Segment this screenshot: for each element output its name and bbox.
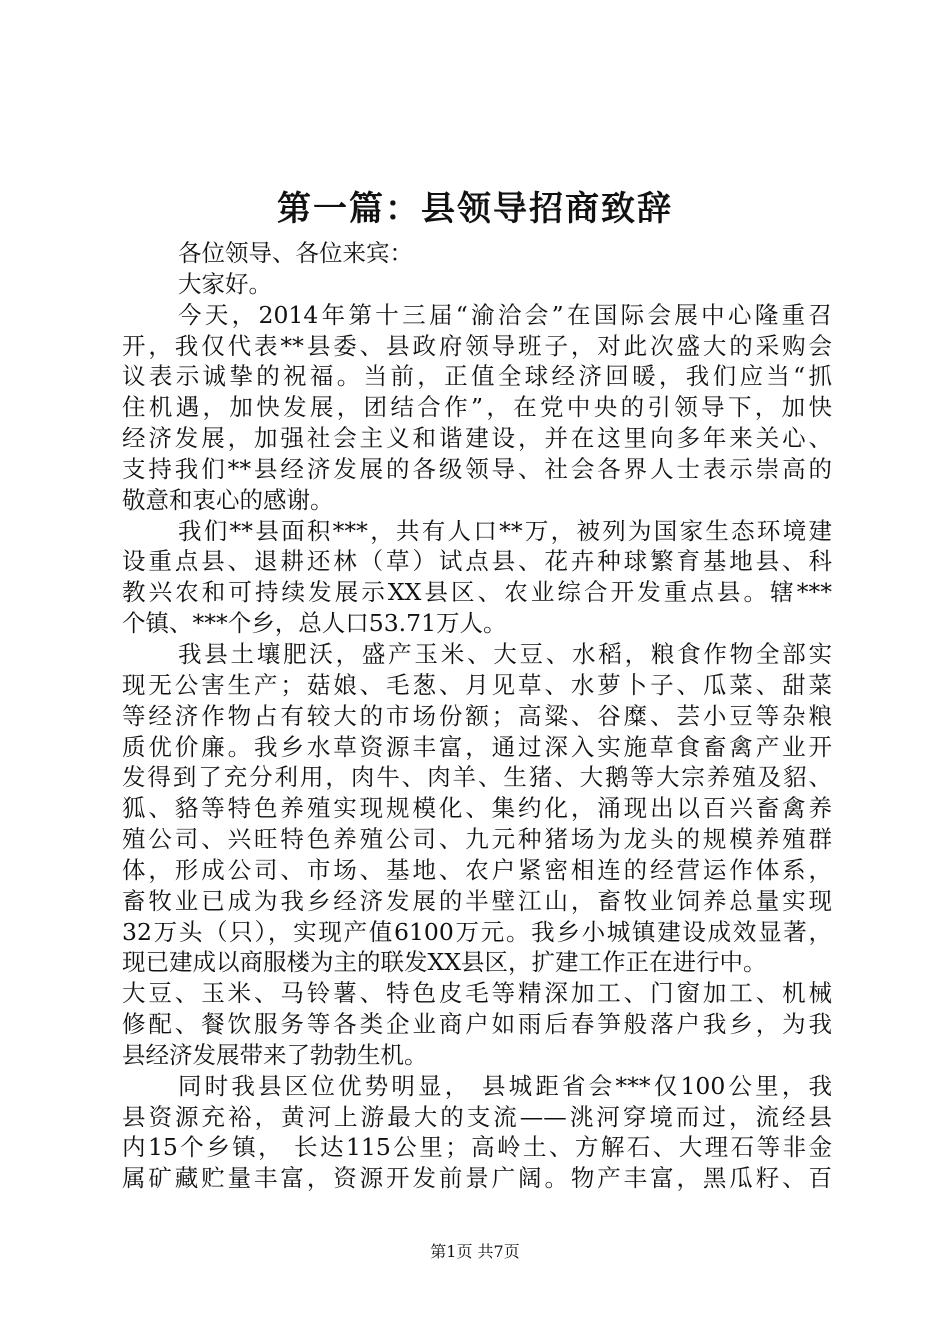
text-line: 教兴农和可持续发展示XX县区、农业综合开发重点县。辖*** (122, 578, 832, 607)
page-footer: 第1页 共7页 (430, 1242, 520, 1261)
text-line: 等经济作物占有较大的市场份额；高粱、谷糜、芸小豆等杂粮 (122, 701, 832, 730)
document-title: 第一篇：县领导招商致辞 (277, 189, 673, 229)
text-line: 内15个乡镇， 长达115公里；高岭土、方解石、大理石等非金 (122, 1133, 832, 1162)
text-line: 我们**县面积***，共有人口**万，被列为国家生态环境建 (178, 516, 832, 545)
text-line: 县资源充裕，黄河上游最大的支流——洮河穿境而过，流经县 (122, 1102, 832, 1131)
text-line: 发得到了充分利用，肉牛、肉羊、生猪、大鹅等大宗养殖及貂、 (122, 763, 832, 792)
text-line: 支持我们**县经济发展的各级领导、社会各界人士表示崇高的 (122, 454, 832, 483)
text-line: 现已建成以商服楼为主的联发XX县区，扩建工作正在进行中。 (122, 948, 767, 977)
text-line: 设重点县、退耕还林（草）试点县、花卉种球繁育基地县、科 (122, 547, 832, 576)
text-line: 狐、貉等特色养殖实现规模化、集约化，涌现出以百兴畜禽养 (122, 794, 832, 823)
text-line: 32万头（只），实现产值6100万元。我乡小城镇建设成效显著， (122, 917, 832, 946)
text-line: 敬意和衷心的感谢。 (122, 485, 334, 514)
text-line: 大家好。 (178, 269, 272, 298)
text-line: 经济发展，加强社会主义和谐建设，并在这里向多年来关心、 (122, 424, 832, 453)
text-line: 畜牧业已成为我乡经济发展的半壁江山，畜牧业饲养总量实现 (122, 886, 832, 915)
text-line: 属矿藏贮量丰富，资源开发前景广阔。物产丰富，黑瓜籽、百 (122, 1164, 832, 1193)
text-line: 议表示诚挚的祝福。当前，正值全球经济回暖，我们应当“抓 (122, 362, 832, 391)
text-line: 今天，2014年第十三届“渝洽会”在国际会展中心隆重召 (178, 300, 832, 329)
text-line: 体，形成公司、市场、基地、农户紧密相连的经营运作体系， (122, 855, 832, 884)
text-line: 大豆、玉米、马铃薯、特色皮毛等精深加工、门窗加工、机械 (122, 979, 832, 1008)
text-line: 我县土壤肥沃，盛产玉米、大豆、水稻，粮食作物全部实 (178, 639, 832, 668)
text-line: 殖公司、兴旺特色养殖公司、九元种猪场为龙头的规模养殖群 (122, 825, 832, 854)
text-line: 现无公害生产；菇娘、毛葱、月见草、水萝卜子、瓜菜、甜菜 (122, 670, 832, 699)
text-line: 个镇、***个乡，总人口53.71万人。 (122, 609, 507, 638)
text-line: 修配、餐饮服务等各类企业商户如雨后春笋般落户我乡，为我 (122, 1010, 832, 1039)
text-line: 质优价廉。我乡水草资源丰富，通过深入实施草食畜禽产业开 (122, 732, 832, 761)
text-line: 开，我仅代表**县委、县政府领导班子，对此次盛大的采购会 (122, 331, 832, 360)
text-line: 县经济发展带来了勃勃生机。 (122, 1040, 428, 1069)
text-line: 同时我县区位优势明显， 县城距省会***仅100公里，我 (178, 1071, 832, 1100)
text-line: 住机遇，加快发展，团结合作”，在党中央的引领导下，加快 (122, 393, 832, 422)
text-line: 各位领导、各位来宾： (178, 239, 413, 267)
document-body (122, 238, 832, 1194)
